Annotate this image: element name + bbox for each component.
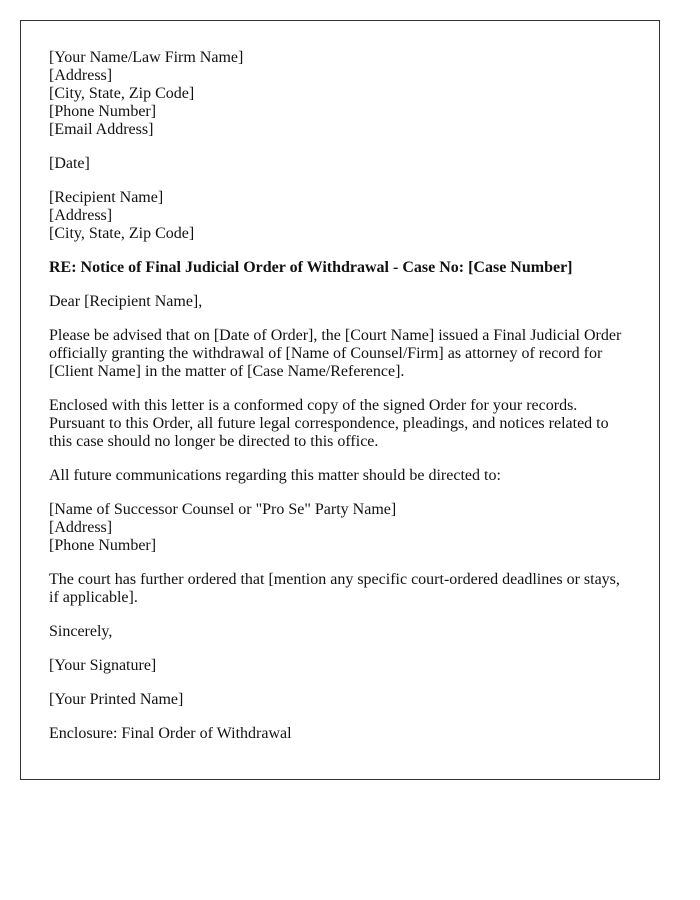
- salutation: Dear [Recipient Name],: [49, 293, 203, 310]
- body-paragraph-1: Please be advised that on [Date of Order], the [Court Name] issued a Final Judicial Order officially granting the withdrawal of [Name of Counsel/Firm] as attorney of record for [Client Name] in the matter of [Case Name/Reference].: [49, 327, 622, 380]
- body-paragraph-3: All future communications regarding this matter should be directed to:: [49, 467, 501, 484]
- recipient-address: [Address]: [49, 207, 113, 224]
- successor-block: [49, 501, 631, 555]
- successor-name: [Name of Successor Counsel or "Pro Se" Party Name]: [49, 501, 397, 518]
- recipient-name: [Recipient Name]: [49, 189, 164, 206]
- subject-line: RE: Notice of Final Judicial Order of Withdrawal - Case No: [Case Number]: [49, 259, 573, 276]
- sender-name: [Your Name/Law Firm Name]: [49, 49, 244, 66]
- letter-page: [20, 20, 660, 780]
- body-paragraph-2: Enclosed with this letter is a conformed copy of the signed Order for your records. Pursuant to this Order, all future legal correspondence, pleadings, and notices related to this case should no longer be directed to this office.: [49, 397, 609, 450]
- successor-address: [Address]: [49, 519, 113, 536]
- recipient-block: [49, 189, 631, 243]
- sender-city-state-zip: [City, State, Zip Code]: [49, 85, 195, 102]
- date-block: [49, 155, 631, 173]
- successor-phone: [Phone Number]: [49, 537, 157, 554]
- sender-phone: [Phone Number]: [49, 103, 157, 120]
- printed-name: [Your Printed Name]: [49, 691, 184, 708]
- sender-address: [Address]: [49, 67, 113, 84]
- signature: [Your Signature]: [49, 657, 157, 674]
- sender-email: [Email Address]: [49, 121, 154, 138]
- recipient-city-state-zip: [City, State, Zip Code]: [49, 225, 195, 242]
- enclosure-line: Enclosure: Final Order of Withdrawal: [49, 725, 292, 742]
- court-order-note: The court has further ordered that [mention any specific court-ordered deadlines or stays, if applicable].: [49, 571, 620, 606]
- sender-block: [49, 49, 631, 139]
- letter-date: [Date]: [49, 155, 90, 172]
- closing: Sincerely,: [49, 623, 113, 640]
